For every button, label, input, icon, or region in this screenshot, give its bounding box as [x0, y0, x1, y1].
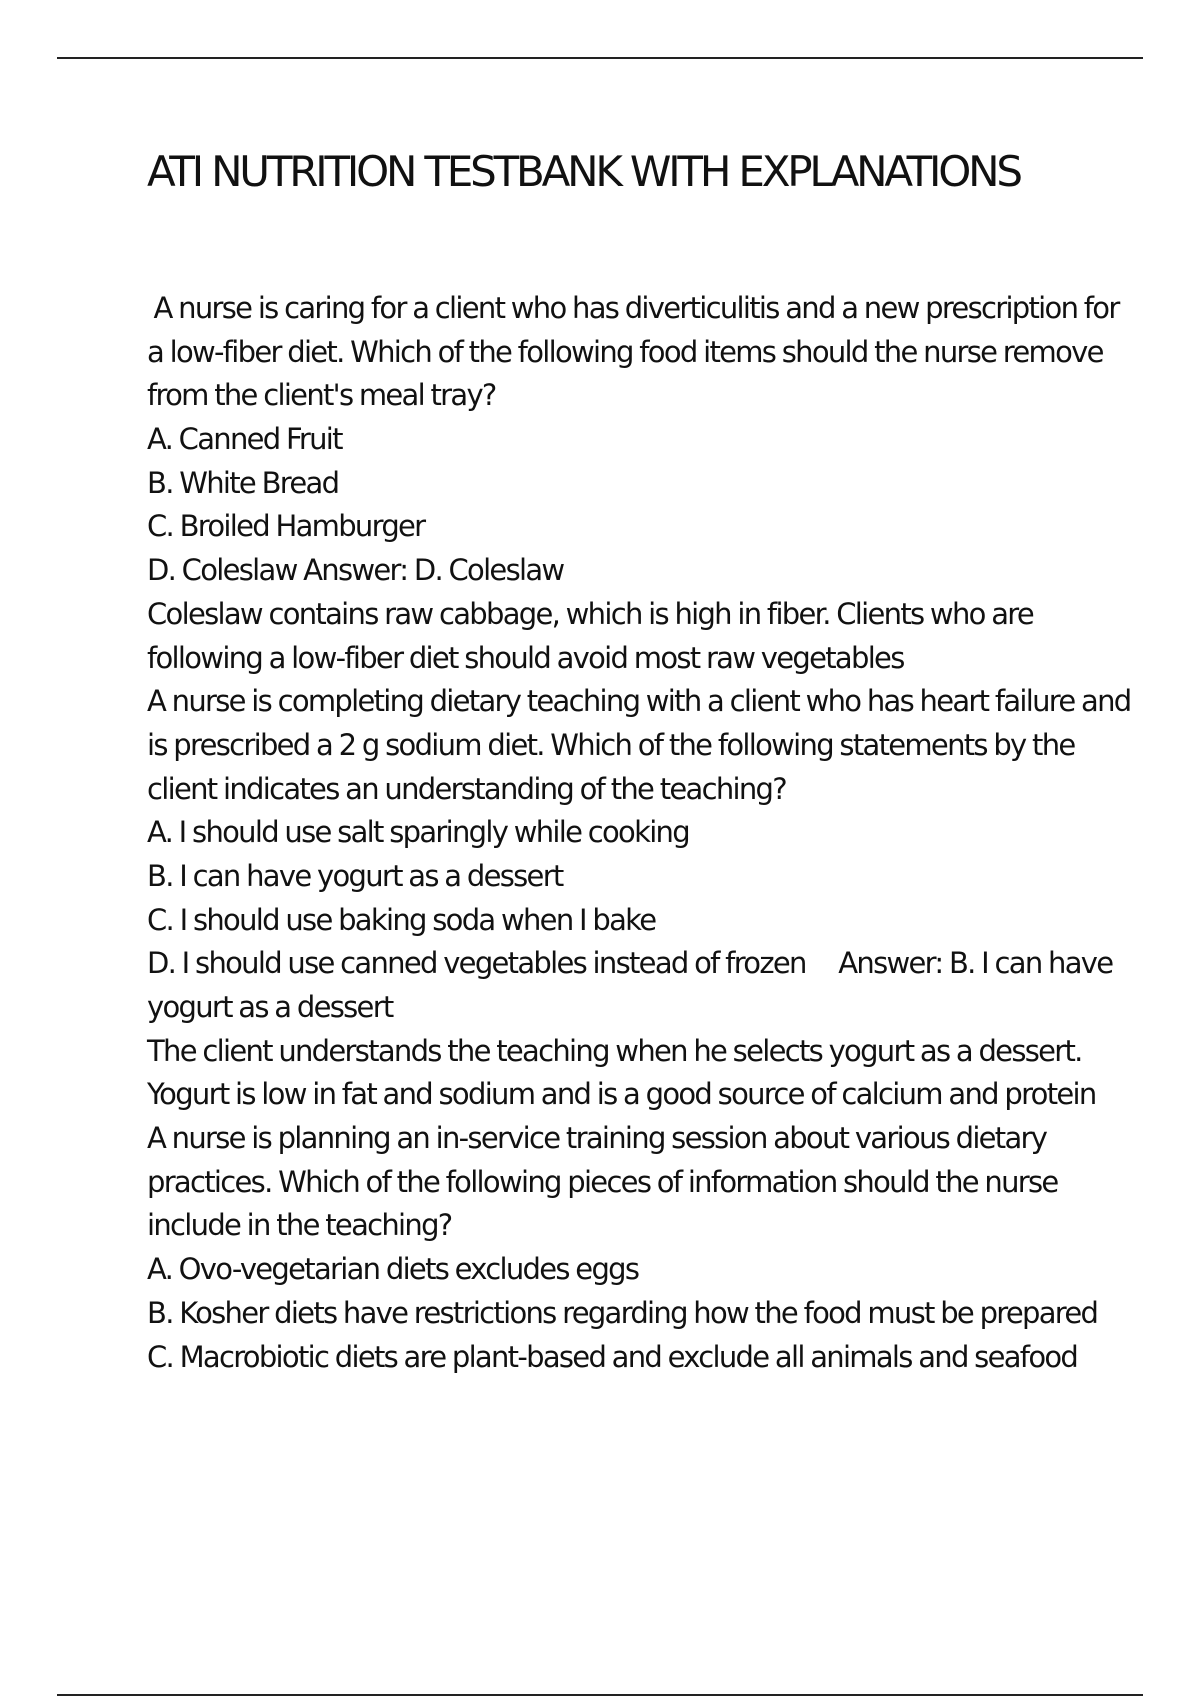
explanation-line: Yogurt is low in fat and sodium and is a good source of calcium and protein [147, 1077, 1096, 1112]
page-title: ATI NUTRITION TESTBANK WITH EXPLANATIONS [147, 147, 1020, 196]
answer-option: D. Coleslaw Answer: D. Coleslaw [147, 553, 564, 588]
answer-option: A. Canned Fruit [147, 422, 342, 457]
answer-option: D. I should use canned vegetables instead of frozen Answer: B. I can have [147, 946, 1113, 981]
text-line: client indicates an understanding of the teaching? [147, 771, 786, 806]
answer-option: C. Macrobiotic diets are plant-based and exclude all animals and seafood [147, 1339, 1078, 1374]
explanation-line: following a low-fiber diet should avoid most raw vegetables [147, 640, 904, 675]
explanation-line: Coleslaw contains raw cabbage, which is high in fiber. Clients who are [147, 596, 1033, 631]
answer-option: A. Ovo-vegetarian diets excludes eggs [147, 1252, 639, 1287]
text-line: a low-fiber diet. Which of the following food items should the nurse remove [147, 334, 1103, 369]
answer-option: B. Kosher diets have restrictions regarding how the food must be prepared [147, 1295, 1098, 1330]
text-line: A nurse is planning an in-service training session about various dietary [147, 1121, 1047, 1156]
top-rule [57, 57, 1143, 59]
text-line: include in the teaching? [147, 1208, 452, 1243]
answer-option: B. White Bread [147, 465, 339, 500]
answer-option: C. I should use baking soda when I bake [147, 902, 656, 937]
text-line: practices. Which of the following pieces of information should the nurse [147, 1164, 1058, 1199]
text-line: from the client's meal tray? [147, 378, 496, 413]
explanation-line: The client understands the teaching when he selects yogurt as a dessert. [147, 1033, 1082, 1068]
document-body [147, 287, 1131, 1379]
answer-option: C. Broiled Hamburger [147, 509, 425, 544]
text-line: A nurse is caring for a client who has diverticulitis and a new prescription for [147, 291, 1119, 325]
text-line: is prescribed a 2 g sodium diet. Which of the following statements by the [147, 727, 1075, 762]
text-line: yogurt as a dessert [147, 990, 393, 1024]
bottom-rule [57, 1694, 1143, 1696]
answer-option: A. I should use salt sparingly while cooking [147, 815, 689, 850]
text-line: A nurse is completing dietary teaching with a client who has heart failure and [147, 684, 1131, 719]
answer-option: B. I can have yogurt as a dessert [147, 858, 563, 893]
